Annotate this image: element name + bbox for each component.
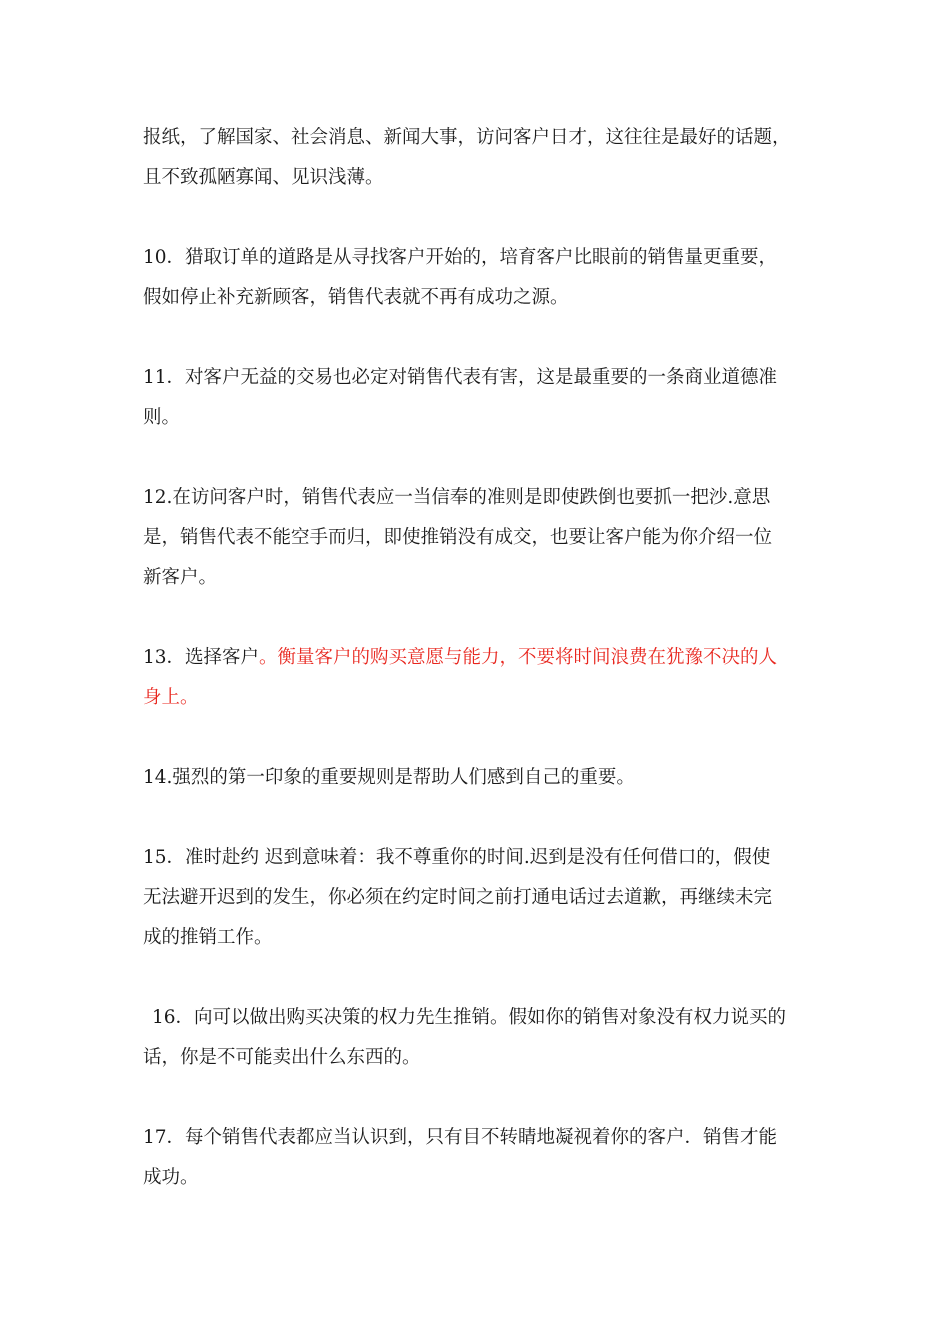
paragraph-13 (143, 638, 813, 718)
text-line: 话，你是不可能卖出什么东西的。 (143, 1047, 421, 1068)
text-line: 报纸，了解国家、社会消息、新闻大事，访问客户日才，这往往是最好的话题， (143, 127, 791, 148)
text-line: 17．每个销售代表都应当认识到，只有目不转睛地凝视着你的客户．销售才能 (143, 1127, 778, 1148)
highlighted-text: 。衡量客户的购买意愿与能力，不要将时间浪费在犹豫不决的人 (259, 647, 778, 668)
text-line: 则。 (143, 407, 181, 428)
text-line: 成功。 (143, 1167, 199, 1188)
text-line: 14.强烈的第一印象的重要规则是帮助人们感到自己的重要。 (143, 767, 635, 788)
paragraph-14 (143, 758, 813, 798)
text-line: 无法避开迟到的发生，你必须在约定时间之前打通电话过去道歉，再继续未完 (143, 887, 773, 908)
text-line: 假如停止补充新顾客，销售代表就不再有成功之源。 (143, 287, 569, 308)
document-page (143, 118, 813, 1198)
paragraph-16 (143, 998, 813, 1078)
highlighted-text: 身上。 (143, 687, 199, 708)
paragraph-15 (143, 838, 813, 958)
text-line: 15．准时赴约 迟到意味着：我不尊重你的时间.迟到是没有任何借口的，假使 (143, 847, 771, 868)
paragraph-9-continued (143, 118, 813, 198)
text-line: 10．猎取订单的道路是从寻找客户开始的，培育客户比眼前的销售量更重要， (143, 247, 778, 268)
paragraph-12 (143, 478, 813, 598)
text-line: 且不致孤陋寡闻、见识浅薄。 (143, 167, 384, 188)
paragraph-13-lead: 13．选择客户 (143, 647, 260, 668)
paragraph-10 (143, 238, 813, 318)
paragraph-11 (143, 358, 813, 438)
text-line: 新客户。 (143, 567, 218, 588)
text-line (143, 638, 813, 678)
text-line: 16．向可以做出购买决策的权力先生推销。假如你的销售对象没有权力说买的 (152, 1007, 787, 1028)
text-line: 11．对客户无益的交易也必定对销售代表有害，这是最重要的一条商业道德准 (143, 367, 778, 388)
paragraph-17 (143, 1118, 813, 1198)
text-line: 12.在访问客户时，销售代表应一当信奉的准则是即使跌倒也要抓一把沙.意思 (143, 487, 771, 508)
text-line: 成的推销工作。 (143, 927, 273, 948)
text-line: 是，销售代表不能空手而归，即使推销没有成交，也要让客户能为你介绍一位 (143, 527, 773, 548)
